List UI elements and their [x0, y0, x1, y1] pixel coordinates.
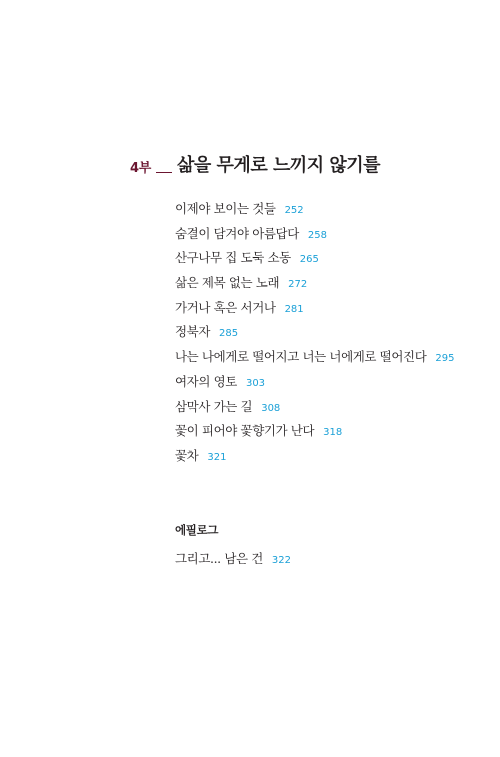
toc-entry-page: 272 — [288, 279, 308, 291]
toc-entry-page: 285 — [219, 328, 239, 340]
epilogue-heading: 에필로그 — [175, 523, 219, 537]
toc-entry — [175, 275, 454, 300]
part-divider — [156, 172, 172, 173]
epilogue-entry — [175, 549, 291, 567]
toc-entry-title: 이제야 보이는 것들 — [175, 201, 276, 216]
toc-entry-title: 정북자 — [175, 324, 211, 340]
toc-entry-title: 산구나무 집 도둑 소동 — [175, 250, 291, 266]
table-of-contents — [175, 201, 454, 473]
toc-entry-page: 321 — [207, 451, 227, 463]
toc-entry-page: 295 — [435, 353, 455, 365]
epilogue-entry-page: 322 — [271, 555, 292, 566]
toc-entry — [175, 448, 454, 473]
toc-entry-page: 265 — [299, 254, 319, 266]
toc-entry-title: 여자의 영토 — [175, 373, 237, 389]
toc-entry-title: 삼막사 가는 길 — [175, 398, 253, 414]
toc-entry — [175, 226, 454, 251]
toc-entry — [175, 324, 454, 349]
toc-entry — [175, 374, 454, 399]
toc-entry-page: 318 — [323, 427, 343, 439]
toc-entry-page: 281 — [284, 303, 304, 315]
toc-entry — [175, 399, 454, 424]
epilogue-entry-title: 그리고... 남은 건 — [175, 551, 263, 566]
toc-entry-title: 나는 나에게로 떨어지고 너는 너에게로 떨어진다 — [175, 349, 427, 365]
toc-entry-page: 252 — [284, 205, 304, 216]
toc-entry — [175, 300, 454, 325]
toc-entry-title: 꽃이 피어야 꽃향기가 난다 — [175, 423, 315, 439]
part-header — [130, 151, 390, 177]
toc-entry — [175, 349, 454, 374]
toc-entry — [175, 423, 454, 448]
part-title: 삶을 무게로 느끼지 않기를 — [177, 155, 381, 176]
toc-entry-title: 삶은 제목 없는 노래 — [175, 275, 280, 291]
toc-entry-title: 가거나 혹은 서거나 — [175, 299, 276, 315]
toc-entry-title: 꽃차 — [175, 447, 199, 463]
toc-entry — [175, 250, 454, 275]
toc-entry-page: 308 — [261, 402, 281, 414]
toc-entry-page: 303 — [245, 377, 266, 389]
toc-entry — [175, 201, 454, 226]
toc-entry-title: 숨결이 담겨야 아름답다 — [175, 225, 299, 241]
part-label: 4부 — [130, 161, 152, 176]
toc-entry-page: 258 — [307, 229, 327, 241]
